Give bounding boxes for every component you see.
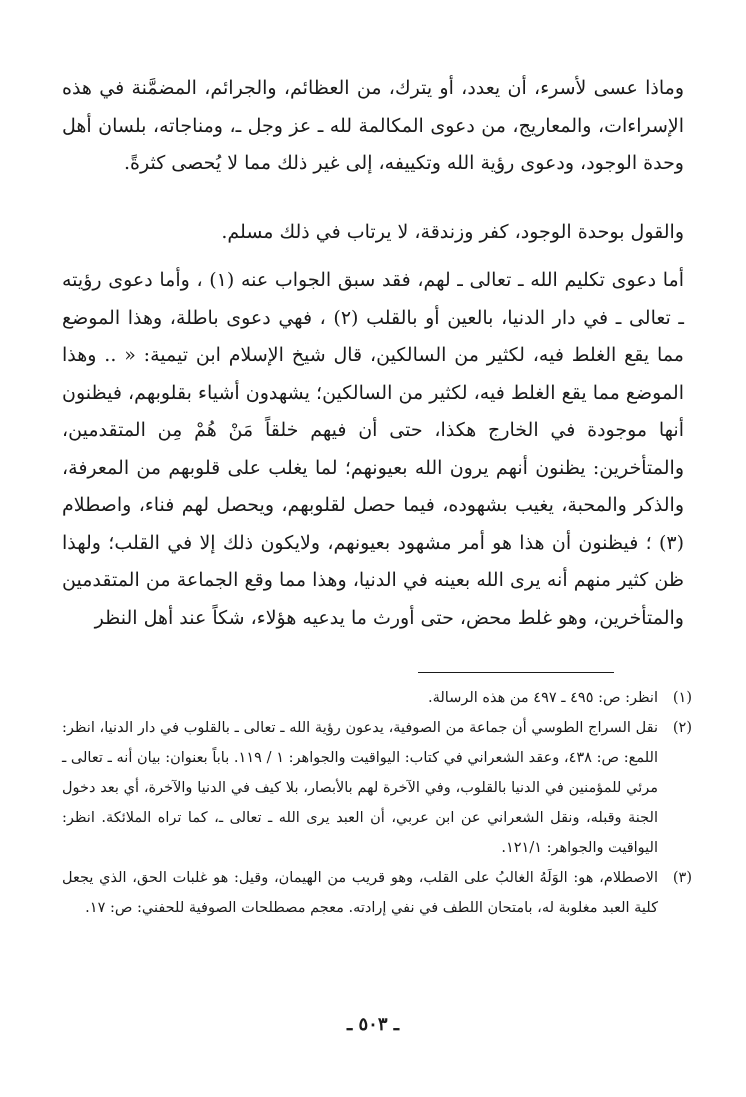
- footnotes: [62, 683, 692, 923]
- footnote-separator: [418, 672, 614, 673]
- footnote-text: انظر: ص: ٤٩٥ ـ ٤٩٧ من هذه الرسالة.: [427, 690, 658, 706]
- footnote-number: (٢): [672, 720, 692, 736]
- footnote-number: (٣): [672, 870, 692, 886]
- paragraph-2: والقول بوحدة الوجود، كفر وزندقة، لا يرتاب في ذلك مسلم.: [221, 221, 684, 243]
- footnote-3: [62, 863, 692, 923]
- page-number: ـ ٥٠٣ ـ: [346, 1014, 400, 1035]
- paragraph-1: وماذا عسى لأسرء، أن يعدد، أو يترك، من العظائم، والجرائم، المضمَّنة في هذه الإسراءات، والمعاريج، من دعوى المكالمة لله ـ عز وجل ـ، ومناجاته، بلسان أهل وحدة الوجود، ودعوى رؤية الله وتكييفه، إلى غير ذلك مما لا يُحصى كثرةً.: [62, 77, 684, 174]
- paragraph-3: أما دعوى تكليم الله ـ تعالى ـ لهم، فقد سبق الجواب عنه (١) ، وأما دعوى رؤيته ـ تعالى ـ في دار الدنيا، بالعين أو بالقلب (٢) ، فهي دعوى باطلة، وهذا الموضع مما يقع الغلط فيه، لكثير من السالكين، قال شيخ الإسلام ابن تيمية: « .. وهذا الموضع مما يقع الغلط فيه، لكثير من السالكين؛ يشهدون أشياء بقلوبهم، فيظنون أنها موجودة في الخارج هكذا، حتى أن فيهم خلقاً مَنْ هُمْ مِن المتقدمين، والمتأخرين: يظنون أنهم يرون الله بعيونهم؛ لما يغلب على قلوبهم من المعرفة، والذكر والمحبة، يغيب بشهوده، فيما حصل لقلوبهم، ويحصل لهم فناء، واصطلام (٣) ؛ فيظنون أن هذا هو أمر مشهود بعيونهم، ولايكون ذلك إلا في القلب؛ ولهذا ظن كثير منهم أنه يرى الله بعينه في الدنيا، وهذا مما وقع الجماعة من المتقدمين والمتأخرين، وهو غلط محض، حتى أورث ما يدعيه هؤلاء، شكاً عند أهل النظر: [62, 269, 685, 629]
- footnote-1: [62, 683, 692, 713]
- footnote-2: [62, 713, 692, 863]
- footnote-text: نقل السراج الطوسي أن جماعة من الصوفية، يدعون رؤية الله ـ تعالى ـ بالقلوب في دار الدنيا، انظر: اللمع: ص: ٤٣٨، وعقد الشعراني في كتاب: اليواقيت والجواهر: ١ / ١١٩. باباً بعنوان: بيان أنه ـ تعالى ـ مرئي للمؤمنين في الدنيا بالقلوب، وفي الآخرة لهم بالأبصار، بلا كيف في الدنيا والآخرة، أي بعد دخول الجنة وقبله، ونقل الشعراني عن ابن عربي، أن العبد يرى الله ـ تعالى ـ، كما تراه الملائكة. انظر: اليواقيت والجواهر: ١٢١/١.: [62, 720, 658, 856]
- footnote-text: الاصطلام، هو: الوَلَهُ الغالبُ على القلب، وهو قريب من الهيمان، وقيل: هو غلبات الحق، الذي يجعل كلية العبد مغلوبة له، بامتحان اللطف في نفي إرادته. معجم مصطلحات الصوفية للحفني: ص: ١٧.: [62, 870, 658, 916]
- footnote-number: (١): [672, 690, 692, 706]
